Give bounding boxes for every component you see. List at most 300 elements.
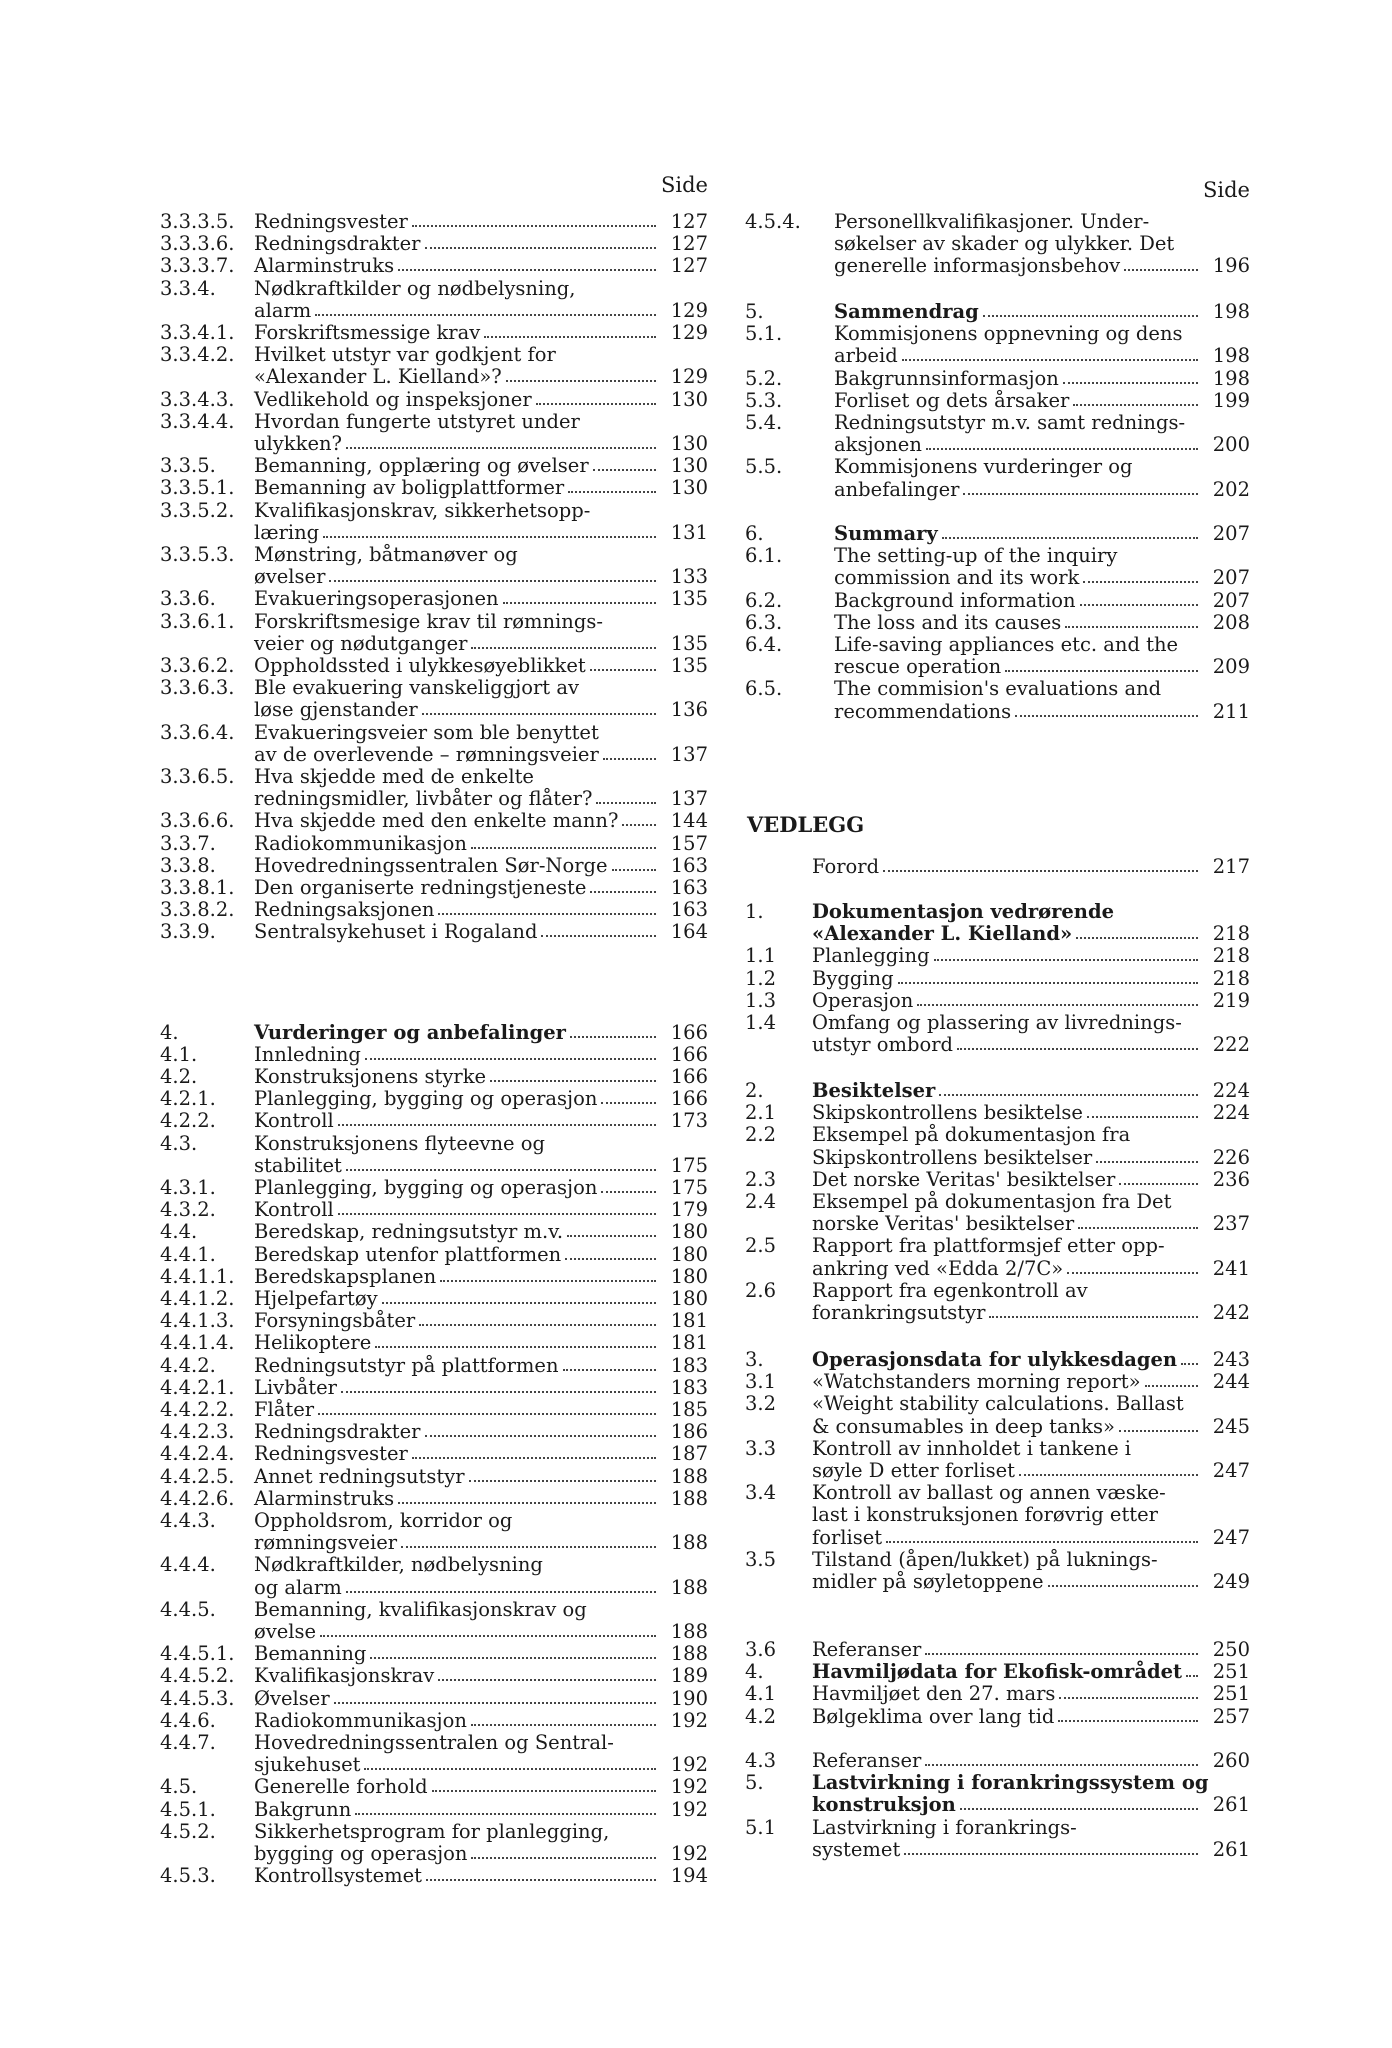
toc-entry-title: Bygging (812, 966, 894, 990)
toc-entry-number: 2. (745, 1079, 764, 1102)
toc-entry[interactable] (160, 544, 708, 588)
toc-entry-page: 189 (670, 1664, 708, 1688)
toc-entry-title: Kontroll (254, 1109, 334, 1133)
dot-leader (567, 1234, 656, 1237)
toc-entry[interactable] (745, 945, 1250, 967)
toc-entry-number: 4.5. (160, 1775, 198, 1799)
toc-entry-number: 4.4.5.1. (160, 1642, 235, 1666)
toc-entry-page: 183 (670, 1375, 708, 1399)
dot-leader (412, 1456, 656, 1459)
toc-entry[interactable] (160, 1288, 708, 1310)
toc-entry-number: 3.3.5.2. (160, 498, 235, 522)
toc-entry-page: 185 (670, 1398, 708, 1421)
toc-entry-number: 4.2. (160, 1065, 198, 1088)
dot-leader (1145, 1384, 1198, 1387)
toc-entry[interactable] (745, 1549, 1250, 1593)
toc-entry[interactable] (745, 1012, 1250, 1056)
toc-entry-number: 4.4.5. (160, 1597, 216, 1621)
toc-entry-page: 137 (670, 742, 708, 766)
dot-leader (1124, 268, 1198, 271)
toc-entry[interactable] (745, 1169, 1250, 1191)
dot-leader (1119, 1182, 1198, 1185)
toc-entry-title: commission and its work (834, 566, 1080, 590)
toc-entry-title: Beredskap utenfor plattformen (254, 1242, 562, 1266)
toc-entry-title: Besiktelser (812, 1079, 936, 1102)
toc-entry[interactable] (160, 1399, 708, 1421)
toc-entry[interactable] (160, 1244, 708, 1266)
toc-entry-number: 3.3.6.1. (160, 609, 235, 633)
toc-entry-title: generelle informasjonsbehov (834, 254, 1121, 278)
dot-leader (960, 1807, 1198, 1810)
toc-entry-number: 4.4.1.3. (160, 1309, 235, 1333)
toc-entry-title: last i konstruksjonen forøvrig etter (812, 1503, 1158, 1527)
toc-entry[interactable] (160, 1177, 708, 1199)
toc-entry[interactable] (160, 766, 708, 810)
toc-entry[interactable] (745, 545, 1250, 589)
toc-entry[interactable] (160, 255, 708, 277)
toc-entry[interactable] (745, 1817, 1250, 1861)
toc-entry-page: 251 (1212, 1660, 1250, 1684)
dot-leader (596, 801, 656, 804)
toc-entry-page: 251 (1212, 1682, 1250, 1706)
dot-leader (382, 1301, 656, 1304)
toc-entry[interactable] (160, 211, 708, 233)
toc-entry[interactable] (160, 1044, 708, 1066)
toc-entry[interactable] (745, 1191, 1250, 1235)
toc-entry-title: ankring ved «Edda 2/7C» (812, 1256, 1064, 1280)
toc-entry[interactable] (745, 301, 1250, 323)
toc-entry-title: Mønstring, båtmanøver og (254, 543, 518, 566)
toc-entry-page: 129 (670, 321, 708, 344)
dot-leader (593, 468, 656, 471)
toc-entry-number: 3.3 (745, 1436, 777, 1460)
toc-entry[interactable] (745, 1706, 1250, 1728)
toc-entry[interactable] (160, 1665, 708, 1687)
dot-leader (419, 1323, 656, 1326)
toc-entry[interactable] (745, 1683, 1250, 1705)
toc-entry[interactable] (745, 1772, 1250, 1816)
toc-entry-number: 4.3. (160, 1131, 198, 1155)
dot-leader (1096, 1160, 1198, 1163)
dot-leader (323, 535, 656, 538)
dot-leader (1005, 669, 1198, 672)
toc-entry[interactable] (160, 411, 708, 455)
dot-leader (471, 846, 656, 849)
toc-entry-number: 4.4.2.6. (160, 1486, 235, 1510)
side-label: Side (1203, 178, 1250, 202)
toc-entry[interactable] (745, 1438, 1250, 1482)
toc-entry[interactable] (745, 612, 1250, 634)
toc-entry[interactable] (745, 1080, 1250, 1102)
toc-entry-number: 3.3.5.3. (160, 543, 235, 566)
toc-entry-page: 163 (670, 853, 708, 877)
toc-entry-title: Sentralsykehuset i Rogaland (254, 920, 538, 944)
toc-entry-number: 3. (745, 1348, 764, 1371)
toc-entry-page: 157 (670, 831, 708, 855)
toc-entry-number: 4.2 (745, 1704, 777, 1728)
toc-entry-number: 4.4.1.1. (160, 1264, 235, 1288)
dot-leader (898, 981, 1198, 984)
toc-entry[interactable] (160, 833, 708, 855)
toc-entry-number: 4. (160, 1020, 179, 1044)
toc-entry-number: 4.4.4. (160, 1553, 216, 1577)
toc-entry-title: Det norske Veritas' besiktelser (812, 1167, 1116, 1191)
toc-entry[interactable] (160, 1554, 708, 1598)
toc-entry[interactable] (745, 1124, 1250, 1168)
toc-entry-number: 3.3.9. (160, 920, 216, 944)
toc-entry[interactable] (745, 1639, 1250, 1661)
toc-entry[interactable] (160, 1022, 708, 1044)
toc-entry-page: 261 (1212, 1793, 1250, 1817)
toc-entry[interactable] (160, 1110, 708, 1132)
toc-entry-page: 245 (1212, 1414, 1250, 1438)
toc-entry[interactable] (745, 590, 1250, 612)
toc-entry[interactable] (745, 1235, 1250, 1279)
toc-entry-page: 217 (1212, 855, 1250, 878)
toc-entry-title: Nødkraftkilder, nødbelysning (254, 1553, 543, 1577)
toc-entry[interactable] (160, 1688, 708, 1710)
toc-entry-title: Hovedredningssentralen og Sentral- (254, 1731, 614, 1754)
toc-entry-title: Redningsaksjonen (254, 898, 435, 922)
toc-entry-title: Livbåter (254, 1375, 338, 1399)
toc-entry-number: 3.3.5. (160, 454, 216, 478)
toc-entry-title: Life-saving appliances etc. and the (834, 633, 1179, 656)
toc-entry-title: Forskriftsmesige krav til rømnings- (254, 609, 603, 633)
toc-entry[interactable] (160, 1199, 708, 1221)
toc-entry[interactable] (745, 1280, 1250, 1324)
toc-entry-page: 249 (1212, 1569, 1250, 1593)
toc-entry-title: midler på søyletoppene (812, 1569, 1044, 1593)
toc-entry-title: Kontroll av ballast og annen væske- (812, 1481, 1166, 1505)
toc-entry-page: 237 (1212, 1212, 1250, 1236)
toc-entry-page: 199 (1212, 388, 1250, 412)
toc-entry-page: 219 (1212, 988, 1250, 1012)
toc-entry-title: sjukehuset (254, 1753, 361, 1777)
toc-entry-page: 243 (1212, 1348, 1250, 1371)
toc-entry[interactable] (160, 611, 708, 655)
dot-leader (346, 1590, 656, 1593)
toc-entry-page: 198 (1212, 366, 1250, 390)
toc-entry-page: 179 (670, 1198, 708, 1222)
dot-leader (570, 1035, 656, 1038)
toc-entry-title: «Weight stability calculations. Ballast (812, 1392, 1184, 1416)
toc-entry[interactable] (745, 1482, 1250, 1549)
toc-entry[interactable] (160, 278, 708, 322)
toc-entry-title: Bakgrunnsinformasjon (834, 366, 1059, 390)
toc-entry-page: 187 (670, 1442, 708, 1466)
toc-entry-title: Sikkerhetsprogram for planlegging, (254, 1819, 610, 1843)
dot-leader (926, 447, 1198, 450)
toc-entry-page: 209 (1212, 655, 1250, 679)
toc-entry-number: 4.4.5.2. (160, 1664, 235, 1688)
toc-entry-title: «Alexander L. Kielland» (812, 922, 1073, 946)
toc-entry[interactable] (160, 1332, 708, 1354)
toc-entry-title: Flåter (254, 1398, 315, 1421)
toc-entry-page: 247 (1212, 1458, 1250, 1482)
toc-entry-number: 4.2.2. (160, 1109, 216, 1133)
toc-entry[interactable] (745, 368, 1250, 390)
toc-entry[interactable] (745, 211, 1250, 278)
toc-entry[interactable] (160, 1133, 708, 1177)
toc-entry-page: 186 (670, 1420, 708, 1444)
toc-entry-page: 163 (670, 876, 708, 899)
toc-entry[interactable] (160, 1266, 708, 1288)
toc-entry-title: Referanser (812, 1749, 922, 1772)
toc-entry-title: arbeid (834, 344, 898, 368)
toc-entry[interactable] (160, 389, 708, 411)
toc-entry[interactable] (160, 899, 708, 921)
toc-entry-page: 137 (670, 787, 708, 811)
toc-entry[interactable] (745, 323, 1250, 367)
toc-entry[interactable] (160, 655, 708, 677)
toc-entry[interactable] (160, 1821, 708, 1865)
toc-entry-title: «Watchstanders morning report» (812, 1370, 1141, 1394)
toc-entry[interactable] (745, 412, 1250, 456)
toc-entry-number: 4.3.2. (160, 1198, 216, 1222)
dot-leader (904, 1852, 1198, 1855)
toc-entry-page: 136 (670, 698, 708, 722)
toc-entry-number: 4.4. (160, 1220, 198, 1244)
toc-entry-title: The commision's evaluations and (834, 677, 1162, 701)
toc-entry[interactable] (160, 1355, 708, 1377)
toc-entry-number: 3.3.4.4. (160, 409, 235, 433)
dot-leader (1048, 1584, 1198, 1587)
toc-entry-page: 250 (1212, 1638, 1250, 1661)
dot-leader (318, 1412, 656, 1415)
toc-entry-number: 3.3.8. (160, 853, 216, 877)
toc-entry-title: Planlegging, bygging og operasjon (254, 1087, 598, 1111)
dot-leader (886, 1540, 1198, 1543)
toc-entry-title: Evakueringsveier som ble benyttet (254, 720, 599, 744)
toc-entry-title: Evakueringsoperasjonen (254, 587, 499, 611)
toc-entry-page: 188 (670, 1575, 708, 1599)
toc-entry[interactable] (160, 877, 708, 899)
dot-leader (1067, 1271, 1198, 1274)
dot-leader (1015, 714, 1198, 717)
toc-entry-title: Annet redningsutstyr (254, 1464, 465, 1488)
toc-entry[interactable] (745, 856, 1250, 878)
toc-entry[interactable] (745, 1102, 1250, 1124)
toc-entry-page: 207 (1212, 566, 1250, 590)
toc-entry[interactable] (160, 1732, 708, 1776)
dot-leader (541, 934, 656, 937)
toc-entry[interactable] (160, 500, 708, 544)
toc-entry-title: Forsyningsbåter (254, 1309, 416, 1333)
toc-entry-title: Ble evakuering vanskeliggjort av (254, 676, 579, 700)
vedlegg-heading: VEDLEGG (747, 812, 865, 837)
toc-entry-number: 4.5.2. (160, 1819, 216, 1843)
toc-entry-title: bygging og operasjon (254, 1841, 468, 1865)
toc-entry[interactable] (160, 477, 708, 499)
dot-leader (432, 1789, 656, 1792)
toc-entry-page: 226 (1212, 1145, 1250, 1169)
toc-entry-number: 3.3.3.5. (160, 210, 235, 233)
toc-entry-page: 198 (1212, 344, 1250, 368)
dot-leader (338, 1212, 656, 1215)
toc-entry-number: 6. (745, 522, 764, 545)
toc-entry-page: 173 (670, 1109, 708, 1133)
toc-entry-page: 130 (670, 387, 708, 411)
toc-entry-number: 1. (745, 900, 764, 923)
toc-entry[interactable] (745, 390, 1250, 412)
dot-leader (1065, 625, 1198, 628)
toc-entry[interactable] (160, 1510, 708, 1554)
toc-entry[interactable] (160, 1310, 708, 1332)
toc-entry-title: søyle D etter forliset (812, 1458, 1015, 1482)
toc-entry[interactable] (160, 677, 708, 721)
toc-entry[interactable] (160, 322, 708, 344)
toc-entry[interactable] (160, 810, 708, 832)
toc-entry-page: 260 (1212, 1749, 1250, 1772)
dot-leader (925, 1652, 1198, 1655)
toc-entry[interactable] (160, 1088, 708, 1110)
toc-entry-title: anbefalinger (834, 477, 960, 501)
toc-entry-page: 127 (670, 210, 708, 233)
dot-leader (942, 536, 1198, 539)
toc-entry-page: 129 (670, 365, 708, 389)
toc-entry[interactable] (160, 722, 708, 766)
toc-entry[interactable] (160, 1865, 708, 1887)
toc-entry-title: Forskriftsmessige krav (254, 321, 481, 344)
toc-entry[interactable] (745, 968, 1250, 990)
toc-entry-number: 5.2. (745, 366, 783, 390)
toc-entry-title: Eksempel på dokumentasjon fra (812, 1123, 1131, 1147)
toc-entry[interactable] (160, 1466, 708, 1488)
toc-entry-page: 129 (670, 298, 708, 322)
toc-entry-number: 3.3.4.2. (160, 343, 235, 367)
toc-entry-page: 164 (670, 920, 708, 944)
toc-entry-page: 222 (1212, 1033, 1250, 1057)
toc-entry-page: 261 (1212, 1837, 1250, 1861)
toc-entry-title: Kontroll (254, 1198, 334, 1222)
side-label: Side (661, 173, 708, 197)
toc-entry-title: Kvalifikasjonskrav, sikkerhetsopp- (254, 498, 591, 522)
toc-entry[interactable] (160, 1710, 708, 1732)
toc-entry[interactable] (160, 1599, 708, 1643)
dot-leader (925, 1763, 1198, 1766)
toc-entry[interactable] (160, 855, 708, 877)
toc-entry-page: 180 (670, 1242, 708, 1266)
toc-entry[interactable] (160, 1066, 708, 1088)
toc-entry-number: 3.3.4. (160, 276, 216, 300)
toc-entry-page: 181 (670, 1331, 708, 1355)
toc-entry[interactable] (745, 1750, 1250, 1772)
dot-leader (471, 1856, 656, 1859)
toc-entry-page: 166 (670, 1042, 708, 1066)
toc-entry[interactable] (160, 455, 708, 477)
toc-entry[interactable] (745, 523, 1250, 545)
dot-leader (320, 1634, 656, 1637)
dot-leader (603, 757, 656, 760)
toc-entry-number: 3.6 (745, 1638, 777, 1661)
toc-entry[interactable] (160, 1776, 708, 1798)
toc-entry-page: 202 (1212, 477, 1250, 501)
toc-entry-title: Bemanning, kvalifikasjonskrav og (254, 1597, 587, 1621)
toc-entry-number: 4.4.2.1. (160, 1375, 235, 1399)
toc-entry[interactable] (160, 588, 708, 610)
toc-entry-title: Øvelser (254, 1686, 330, 1710)
toc-entry-page: 208 (1212, 610, 1250, 634)
toc-entry[interactable] (745, 990, 1250, 1012)
toc-entry-title: Bølgeklima over lang tid (812, 1704, 1055, 1728)
toc-entry-title: rømningsveier (254, 1531, 398, 1555)
dot-leader (590, 668, 656, 671)
dot-leader (536, 402, 656, 405)
toc-entry-title: Alarminstruks (254, 1486, 395, 1510)
toc-entry-page: 207 (1212, 522, 1250, 545)
toc-entry[interactable] (160, 1799, 708, 1821)
dot-leader (375, 1345, 656, 1348)
toc-entry[interactable] (160, 344, 708, 388)
toc-entry-title: Redningsvester (254, 210, 408, 233)
dot-leader (1119, 1429, 1198, 1432)
toc-entry-page: 188 (670, 1464, 708, 1488)
toc-entry[interactable] (160, 1488, 708, 1510)
toc-entry-title: Alarminstruks (254, 254, 395, 278)
toc-entry-page: 144 (670, 809, 708, 833)
toc-entry-title: Kommisjonens oppnevning og dens (834, 322, 1183, 346)
toc-entry-page: 163 (670, 898, 708, 922)
toc-entry-title: Lastvirkning i forankringssystem og (812, 1771, 1209, 1795)
toc-entry[interactable] (160, 233, 708, 255)
toc-entry-title: Summary (834, 522, 938, 545)
toc-entry-number: 4.1 (745, 1682, 777, 1706)
toc-entry-title: Hovedredningssentralen Sør-Norge (254, 853, 608, 877)
toc-entry-page: 175 (670, 1176, 708, 1199)
toc-entry-title: Innledning (254, 1042, 361, 1066)
toc-entry-title: Beredskap, redningsutstyr m.v. (254, 1220, 564, 1244)
toc-entry-title: Tilstand (åpen/lukket) på luknings- (812, 1547, 1158, 1571)
toc-entry[interactable] (745, 1393, 1250, 1437)
toc-entry-number: 3.3.6.4. (160, 720, 235, 744)
toc-entry-number: 3.3.6.6. (160, 809, 235, 833)
toc-entry[interactable] (160, 1221, 708, 1243)
toc-entry[interactable] (160, 921, 708, 943)
dot-leader (338, 1123, 656, 1126)
toc-entry[interactable] (745, 1661, 1250, 1683)
toc-entry-number: 3.3.8.1. (160, 876, 235, 899)
dot-leader (1073, 403, 1198, 406)
toc-entry[interactable] (745, 456, 1250, 500)
toc-entry-title: Hva skjedde med de enkelte (254, 765, 534, 788)
toc-entry[interactable] (160, 1421, 708, 1443)
toc-entry-title: Den organiserte redningstjeneste (254, 876, 587, 899)
toc-entry-number: 1.1 (745, 944, 777, 968)
toc-entry-page: 211 (1212, 699, 1250, 723)
dot-leader (503, 601, 656, 604)
toc-entry-page: 241 (1212, 1256, 1250, 1280)
toc-entry-number: 4. (745, 1660, 764, 1684)
toc-entry[interactable] (745, 901, 1250, 945)
dot-leader (398, 268, 656, 271)
toc-entry[interactable] (745, 678, 1250, 722)
toc-entry[interactable] (745, 1349, 1250, 1371)
toc-entry-page: 188 (670, 1486, 708, 1510)
toc-entry-title: rescue operation (834, 655, 1002, 679)
toc-entry[interactable] (160, 1443, 708, 1465)
toc-entry[interactable] (745, 634, 1250, 678)
toc-entry-title: Oppholdssted i ulykkesøyeblikket (254, 654, 586, 677)
toc-entry[interactable] (745, 1371, 1250, 1393)
toc-entry-number: 3.4 (745, 1481, 777, 1505)
toc-entry-title: Hvordan fungerte utstyret under (254, 409, 580, 433)
toc-entry[interactable] (160, 1377, 708, 1399)
toc-entry-number: 5.1. (745, 322, 783, 346)
toc-entry-number: 3.1 (745, 1370, 777, 1394)
toc-entry[interactable] (160, 1643, 708, 1665)
dot-leader (471, 1723, 656, 1726)
toc-entry-page: 130 (670, 476, 708, 500)
